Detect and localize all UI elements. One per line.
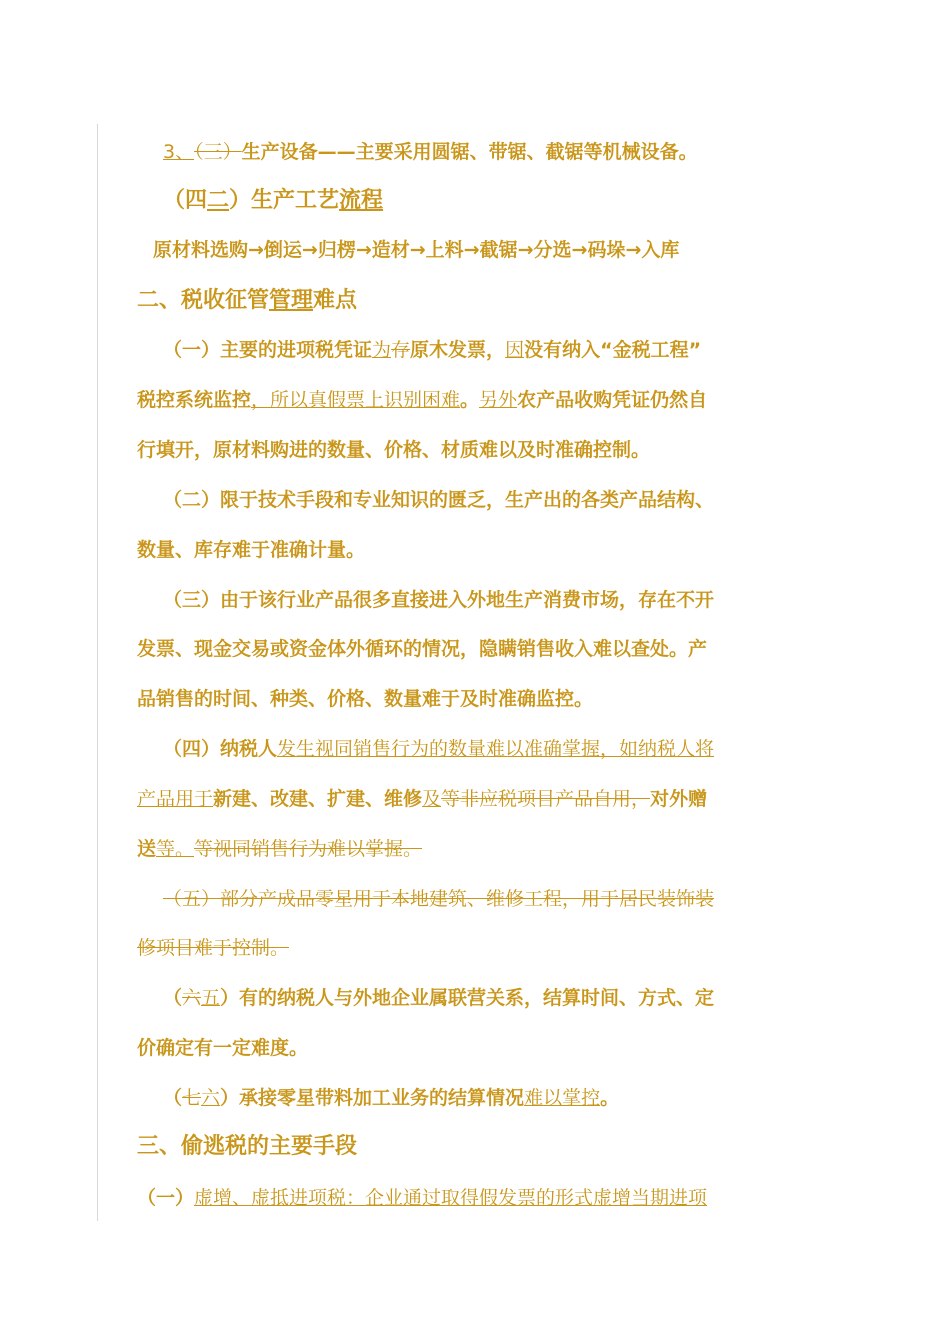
- inserted-text: 等。: [156, 838, 195, 860]
- section-heading: [137, 286, 357, 316]
- inserted-text: 3、: [163, 141, 195, 163]
- paragraph-text: （: [163, 1087, 183, 1109]
- inserted-text: 难以掌控: [524, 1087, 601, 1109]
- text-line: [163, 886, 714, 912]
- paragraph-text: ）有的纳税人与外地企业属联营关系，结算时间、方式、定: [220, 987, 715, 1009]
- inserted-text: 产品用于: [137, 788, 214, 810]
- paragraph-text: 送: [137, 838, 157, 860]
- text-line: [137, 537, 365, 563]
- deleted-text: 存: [391, 339, 411, 361]
- heading-text: 难点: [313, 288, 358, 313]
- text-line: [163, 139, 698, 165]
- paragraph-text: （三）由于该行业产品很多直接进入外地生产消费市场，存在不开: [163, 589, 715, 611]
- paragraph-text: 没有纳入“金税工程”: [524, 339, 702, 361]
- text-line: [137, 686, 593, 712]
- page-margin-marker: [97, 124, 98, 1221]
- section-heading: [163, 186, 383, 216]
- inserted-text: 管理: [269, 288, 314, 313]
- paragraph-text: （一）主要的进项税凭证: [163, 339, 373, 361]
- heading-text: ）生产工艺: [229, 188, 340, 213]
- text-line: [163, 487, 714, 513]
- inserted-text: 及: [422, 788, 442, 810]
- paragraph-text: （四）纳税人: [163, 738, 278, 760]
- text-line: [137, 836, 422, 862]
- inserted-text: 为: [372, 339, 392, 361]
- paragraph-text: 价确定有一定难度。: [137, 1037, 309, 1059]
- inserted-text: 发生视同销售行为的数量难以准确掌握，如纳税人将: [277, 738, 715, 760]
- process-flow: [153, 237, 679, 263]
- inserted-text: 六: [201, 1087, 221, 1109]
- heading-text: （四: [163, 188, 208, 213]
- text-line: [163, 587, 714, 613]
- deleted-text: 等非应税项目产品自用，: [441, 788, 651, 810]
- paragraph-text: 发票、现金交易或资金体外循环的情况，隐瞒销售收入难以查处。产: [137, 638, 708, 660]
- deleted-text: （三）: [194, 141, 242, 163]
- paragraph-text: ）承接零星带料加工业务的结算情况: [220, 1087, 525, 1109]
- section-heading: [137, 1132, 357, 1162]
- paragraph-text: 。: [600, 1087, 620, 1109]
- text-line: [163, 1085, 619, 1111]
- inserted-text: 五: [201, 987, 221, 1009]
- text-line: [137, 437, 650, 463]
- paragraph-text: （一）: [137, 1187, 195, 1209]
- paragraph-text: （二）限于技术手段和专业知识的匮乏，生产出的各类产品结构、: [163, 489, 715, 511]
- text-line: [137, 1035, 308, 1061]
- text-line: [163, 337, 701, 363]
- deleted-text: 等视同销售行为难以掌握。: [194, 838, 423, 860]
- paragraph-text: 原木发票，: [410, 339, 506, 361]
- text-line: [137, 786, 707, 812]
- paragraph-text: 对外赠: [650, 788, 708, 810]
- paragraph-text: （: [163, 987, 183, 1009]
- paragraph-text: 品销售的时间、种类、价格、数量难于及时准确监控。: [137, 688, 594, 710]
- inserted-text: 因: [505, 339, 525, 361]
- text-line: [163, 985, 714, 1011]
- text-line: [137, 636, 707, 662]
- heading-text: 三、偷逃税的主要手段: [137, 1134, 358, 1159]
- paragraph-text: 农产品收购凭证仍然自: [517, 389, 708, 411]
- paragraph-text: 生产设备——主要采用圆锯、带锯、截锯等机械设备。: [241, 141, 698, 163]
- paragraph-text: 数量、库存难于准确计量。: [137, 539, 366, 561]
- deleted-text: 修项目难于控制。: [137, 937, 290, 959]
- paragraph-text: 原材料选购→倒运→归楞→造材→上料→截锯→分选→码垛→入库: [153, 239, 680, 261]
- paragraph-text: 新建、改建、扩建、维修: [213, 788, 423, 810]
- paragraph-text: 。: [460, 389, 480, 411]
- deleted-text: （五）部分产成品零星用于本地建筑、维修工程，用于居民装饰装: [163, 888, 715, 910]
- paragraph-text: 税控系统监控: [137, 389, 252, 411]
- inserted-text: 另外: [479, 389, 518, 411]
- inserted-text: 二: [207, 188, 230, 213]
- inserted-text: ，所以真假票上识别困难: [251, 389, 461, 411]
- paragraph-text: 行填开，原材料购进的数量、价格、材质难以及时准确控制。: [137, 439, 651, 461]
- inserted-text: 流程: [339, 188, 384, 213]
- deleted-text: 六: [182, 987, 202, 1009]
- heading-text: 二、税收征管: [137, 288, 270, 313]
- inserted-text: 虚增、虚抵进项税：企业通过取得假发票的形式虚增当期进项: [194, 1187, 708, 1209]
- text-line: [137, 935, 289, 961]
- text-line: [137, 1185, 707, 1211]
- text-line: [163, 736, 714, 762]
- deleted-text: 七: [182, 1087, 202, 1109]
- text-line: [137, 387, 707, 413]
